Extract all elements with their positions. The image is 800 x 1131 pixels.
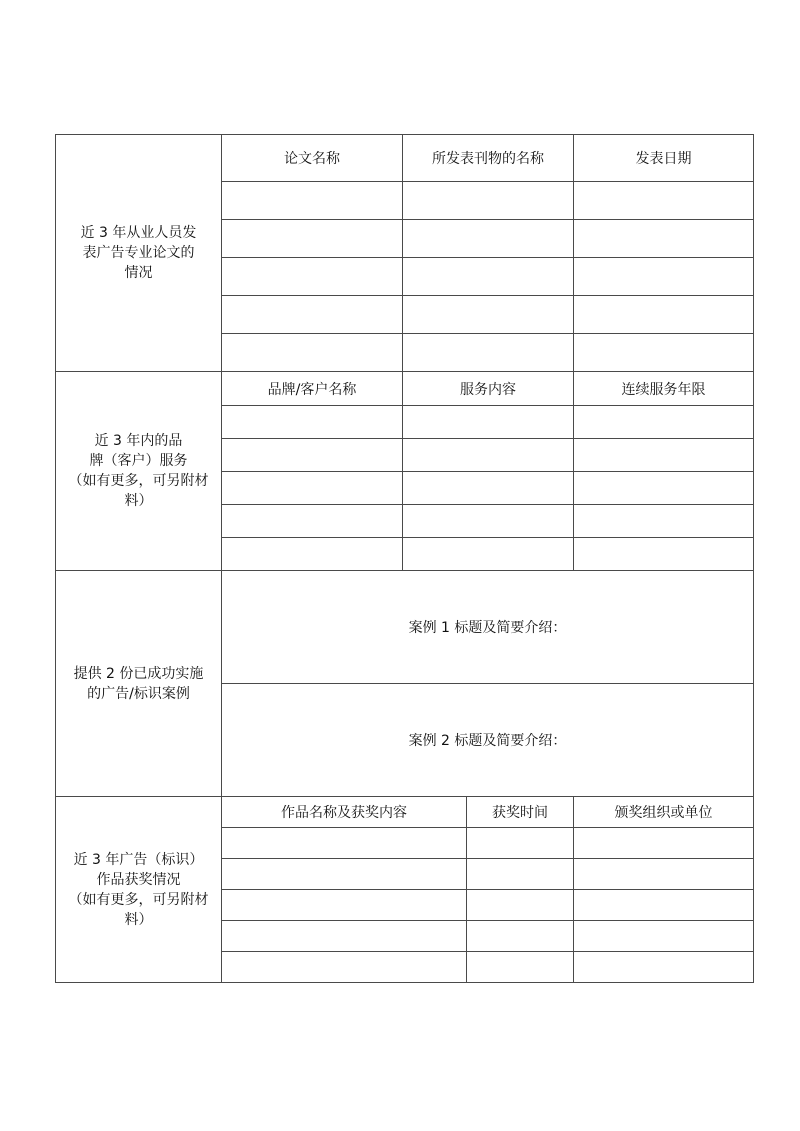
service-years-cell[interactable]	[574, 406, 754, 439]
award-org-cell[interactable]	[574, 890, 754, 921]
header-service-content: 服务内容	[403, 372, 574, 406]
paper-title-cell[interactable]	[222, 296, 403, 334]
case1-field[interactable]	[222, 571, 754, 684]
publish-date-cell[interactable]	[574, 182, 754, 220]
service-content-cell[interactable]	[403, 538, 574, 571]
award-org-cell[interactable]	[574, 828, 754, 859]
paper-title-cell[interactable]	[222, 182, 403, 220]
award-org-cell[interactable]	[574, 921, 754, 952]
awards-label-line-1: 近 3 年广告（标识）	[73, 851, 204, 868]
journal-name-cell[interactable]	[403, 258, 574, 296]
header-paper-title: 论文名称	[222, 135, 403, 182]
header-brand-client-name: 品牌/客户名称	[222, 372, 403, 406]
papers-label-line-1: 近 3 年从业人员发	[80, 225, 197, 241]
brands-header-row	[56, 372, 754, 406]
case2-field[interactable]	[222, 684, 754, 797]
journal-name-cell[interactable]	[403, 334, 574, 372]
awards-header-row	[56, 797, 754, 828]
header-publish-date: 发表日期	[574, 135, 754, 182]
publish-date-cell[interactable]	[574, 334, 754, 372]
cases-section-label	[56, 571, 222, 797]
case1-prompt: 案例 1 标题及简要介绍：	[408, 620, 567, 636]
service-years-cell[interactable]	[574, 538, 754, 571]
awards-label-line-3: （如有更多，可另附材	[68, 891, 209, 908]
papers-header-row	[56, 135, 754, 182]
brands-label-line-2: 牌（客户）服务	[89, 453, 188, 469]
work-award-cell[interactable]	[222, 828, 467, 859]
publish-date-cell[interactable]	[574, 296, 754, 334]
award-org-cell[interactable]	[574, 952, 754, 983]
brands-label-line-4: 料）	[124, 493, 153, 509]
work-award-cell[interactable]	[222, 890, 467, 921]
publish-date-cell[interactable]	[574, 220, 754, 258]
case2-prompt: 案例 2 标题及简要介绍：	[408, 733, 567, 749]
award-time-cell[interactable]	[467, 859, 574, 890]
paper-title-cell[interactable]	[222, 334, 403, 372]
service-years-cell[interactable]	[574, 439, 754, 472]
papers-label-line-3: 情况	[124, 265, 153, 281]
brands-label-line-1: 近 3 年内的品	[94, 433, 183, 449]
papers-section-label	[56, 135, 222, 372]
header-work-and-award: 作品名称及获奖内容	[222, 797, 467, 828]
award-time-cell[interactable]	[467, 921, 574, 952]
case1-row	[56, 571, 754, 684]
awards-label-line-2: 作品获奖情况	[96, 871, 181, 888]
service-content-cell[interactable]	[403, 505, 574, 538]
awards-section-label	[56, 797, 222, 983]
brand-name-cell[interactable]	[222, 406, 403, 439]
cases-label-line-1: 提供 2 份已成功实施	[73, 665, 204, 682]
brand-name-cell[interactable]	[222, 505, 403, 538]
header-journal-name: 所发表刊物的名称	[403, 135, 574, 182]
paper-title-cell[interactable]	[222, 258, 403, 296]
award-time-cell[interactable]	[467, 890, 574, 921]
brands-section-label	[56, 372, 222, 571]
award-time-cell[interactable]	[467, 828, 574, 859]
application-form-table	[55, 134, 754, 983]
awards-label-line-4: 料）	[124, 911, 153, 928]
award-org-cell[interactable]	[574, 859, 754, 890]
service-content-cell[interactable]	[403, 439, 574, 472]
journal-name-cell[interactable]	[403, 182, 574, 220]
service-content-cell[interactable]	[403, 406, 574, 439]
brands-label-line-3: （如有更多，可另附材	[68, 473, 209, 489]
journal-name-cell[interactable]	[403, 220, 574, 258]
work-award-cell[interactable]	[222, 921, 467, 952]
service-content-cell[interactable]	[403, 472, 574, 505]
brand-name-cell[interactable]	[222, 439, 403, 472]
work-award-cell[interactable]	[222, 952, 467, 983]
brand-name-cell[interactable]	[222, 538, 403, 571]
cases-label-line-2: 的广告/标识案例	[87, 685, 190, 702]
work-award-cell[interactable]	[222, 859, 467, 890]
header-award-time: 获奖时间	[467, 797, 574, 828]
header-award-organization: 颁奖组织或单位	[574, 797, 754, 828]
service-years-cell[interactable]	[574, 505, 754, 538]
header-service-years: 连续服务年限	[574, 372, 754, 406]
journal-name-cell[interactable]	[403, 296, 574, 334]
publish-date-cell[interactable]	[574, 258, 754, 296]
paper-title-cell[interactable]	[222, 220, 403, 258]
service-years-cell[interactable]	[574, 472, 754, 505]
papers-label-line-2: 表广告专业论文的	[82, 245, 195, 261]
brand-name-cell[interactable]	[222, 472, 403, 505]
award-time-cell[interactable]	[467, 952, 574, 983]
